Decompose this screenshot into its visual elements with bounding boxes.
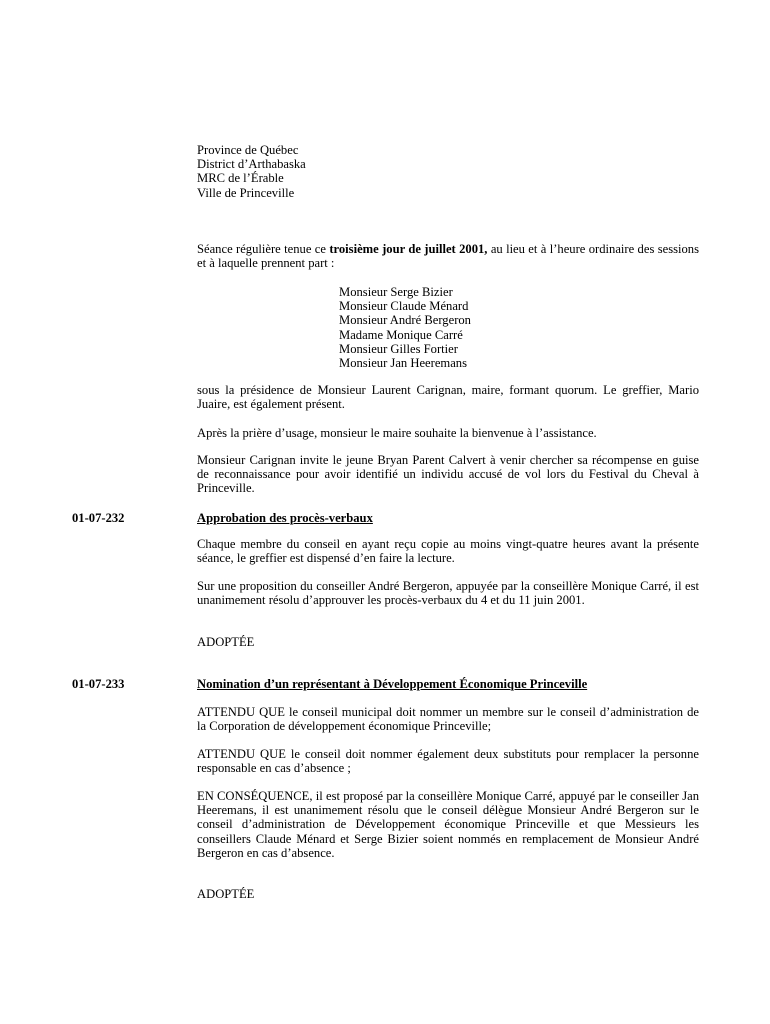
opening-text-before: Séance régulière tenue ce [197, 242, 330, 256]
resolution-paragraph: ATTENDU QUE le conseil doit nommer également deux substituts pour remplacer la personne responsable en cas d’absence ; [197, 747, 699, 776]
session-date: troisième jour de juillet 2001, [329, 242, 488, 256]
member-item: Monsieur André Bergeron [339, 313, 471, 328]
member-item: Monsieur Claude Ménard [339, 299, 469, 314]
members-list [339, 285, 471, 370]
prayer-paragraph: Après la prière d’usage, monsieur le maire souhaite la bienvenue à l’assistance. [197, 426, 597, 440]
resolution-paragraph: ATTENDU QUE le conseil municipal doit nommer un membre sur le conseil d’administration de la Corporation de développement économique Princeville; [197, 705, 699, 734]
member-item: Monsieur Serge Bizier [339, 285, 453, 299]
resolution-number: 01-07-232 [72, 511, 125, 525]
resolution-title: Approbation des procès-verbaux [197, 511, 373, 525]
resolution-paragraph: EN CONSÉQUENCE, il est proposé par la conseillère Monique Carré, appuyé par le conseiller Jan Heeremans, il est unanimement résolu que le conseil délègue Monsieur André Bergeron sur le conseil d’administration de Développement économique Princeville et que Messieurs les conseillers Claude Ménard et Serge Bizier soient nommés en remplacement de Monsieur André Bergeron en cas d’absence. [197, 789, 699, 860]
presidency-paragraph: sous la présidence de Monsieur Laurent Carignan, maire, formant quorum. Le greffier, Mario Juaire, est également présent. [197, 383, 699, 412]
recognition-paragraph: Monsieur Carignan invite le jeune Bryan Parent Calvert à venir chercher sa récompense en guise de reconnaissance pour avoir identifié un individu accusé de vol lors du Festival du Cheval à Princeville. [197, 453, 699, 496]
header-district: District d’Arthabaska [197, 157, 306, 172]
opening-paragraph [197, 242, 699, 270]
member-item: Madame Monique Carré [339, 327, 463, 342]
resolution-paragraph: Sur une proposition du conseiller André Bergeron, appuyée par la conseillère Monique Carré, il est unanimement résolu d’approuver les procès-verbaux du 4 et du 11 juin 2001. [197, 579, 699, 608]
member-item: Monsieur Gilles Fortier [339, 341, 458, 356]
header-city: Ville de Princeville [197, 185, 295, 200]
header-mrc: MRC de l’Érable [197, 171, 284, 186]
adopted-label: ADOPTÉE [197, 887, 255, 901]
adopted-label: ADOPTÉE [197, 635, 255, 649]
document-header [197, 143, 699, 200]
opening-text-after: au lieu et à l’heure ordinaire des sessions et à laquelle prennent part : [197, 242, 699, 271]
resolution-title: Nomination d’un représentant à Développement Économique Princeville [197, 677, 588, 691]
header-province: Province de Québec [197, 143, 299, 157]
resolution-paragraph: Chaque membre du conseil en ayant reçu copie au moins vingt-quatre heures avant la présente séance, le greffier est dispensé d’en faire la lecture. [197, 537, 699, 566]
resolution-number: 01-07-233 [72, 677, 125, 691]
member-item: Monsieur Jan Heeremans [339, 356, 467, 371]
